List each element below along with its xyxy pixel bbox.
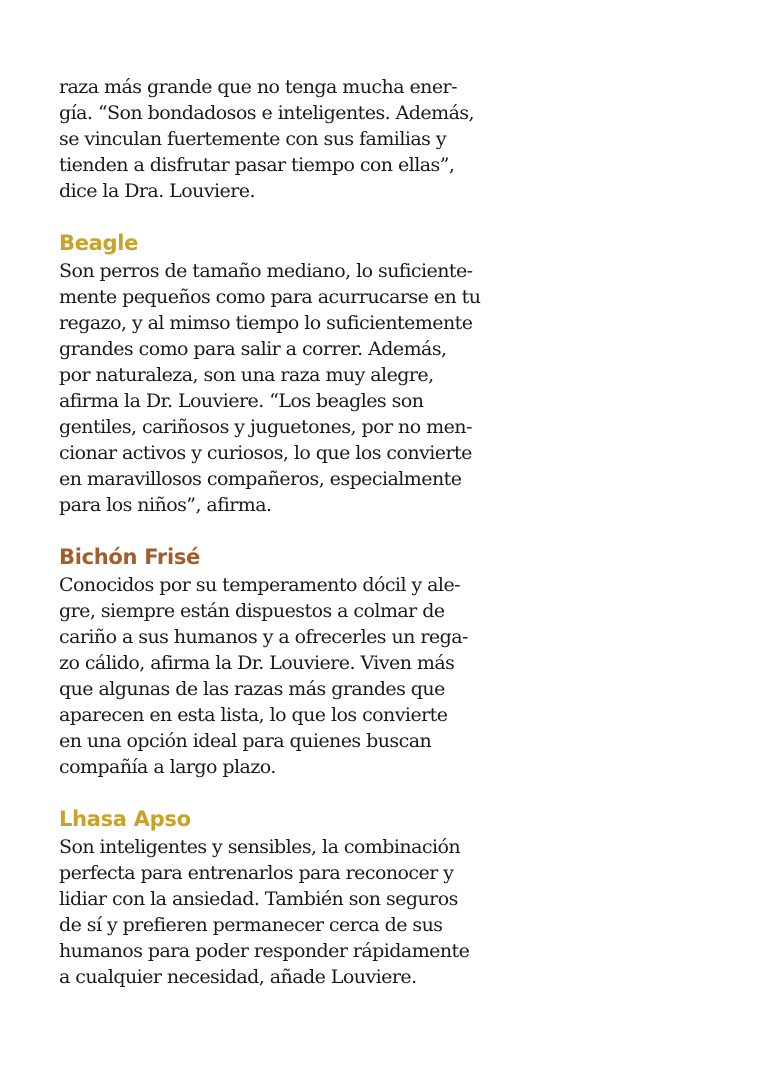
paragraph-line: lidiar con la ansiedad. También son seguros [59, 888, 458, 910]
paragraph-line: zo cálido, afirma la Dr. Louviere. Viven más [59, 652, 455, 674]
section-heading-lhasa-apso: Lhasa Apso [59, 807, 191, 831]
section-bichon-frise [59, 542, 509, 780]
paragraph-line: dice la Dra. Louviere. [59, 180, 255, 202]
paragraph-line: raza más grande que no tenga mucha ener- [59, 76, 457, 98]
paragraph-line: para los niños”, afirma. [59, 494, 272, 516]
paragraph-line: afirma la Dr. Louviere. “Los beagles son [59, 390, 424, 412]
paragraph-line: gentiles, cariñosos y juguetones, por no men- [59, 416, 472, 438]
article-page [59, 74, 509, 990]
paragraph-line: en maravillosos compañeros, especialmente [59, 468, 462, 490]
paragraph-line: Son inteligentes y sensibles, la combinación [59, 836, 461, 858]
paragraph-line: cariño a sus humanos y a ofrecerles un rega- [59, 626, 468, 648]
paragraph-line: gre, siempre están dispuestos a colmar de [59, 600, 445, 622]
paragraph-line: aparecen en esta lista, lo que los convierte [59, 704, 448, 726]
paragraph-line: regazo, y al mimso tiempo lo suficientemente [59, 312, 473, 334]
paragraph-line: en una opción ideal para quienes buscan [59, 730, 432, 752]
paragraph-line: gía. “Son bondadosos e inteligentes. Además, [59, 102, 475, 124]
paragraph-line: por naturaleza, son una raza muy alegre, [59, 364, 434, 386]
paragraph-line: que algunas de las razas más grandes que [59, 678, 445, 700]
paragraph-line: tienden a disfrutar pasar tiempo con ellas”, [59, 154, 455, 176]
paragraph-line: Conocidos por su temperamento dócil y ale- [59, 574, 461, 596]
section-heading-bichon-frise: Bichón Frisé [59, 545, 200, 569]
paragraph-line: perfecta para entrenarlos para reconocer y [59, 862, 454, 884]
paragraph-line: cionar activos y curiosos, lo que los convierte [59, 442, 472, 464]
paragraph-line: humanos para poder responder rápidamente [59, 940, 470, 962]
paragraph-line: a cualquier necesidad, añade Louviere. [59, 966, 417, 988]
paragraph-line: compañía a largo plazo. [59, 756, 276, 778]
paragraph-line: mente pequeños como para acurrucarse en tu [59, 286, 481, 308]
section-lhasa-apso [59, 804, 509, 990]
paragraph-line: se vinculan fuertemente con sus familias y [59, 128, 447, 150]
paragraph-line: grandes como para salir a correr. Además, [59, 338, 447, 360]
section-beagle [59, 228, 509, 518]
paragraph-line: Son perros de tamaño mediano, lo suficiente- [59, 260, 473, 282]
section-heading-beagle: Beagle [59, 231, 139, 255]
paragraph-line: de sí y prefieren permanecer cerca de sus [59, 914, 443, 936]
intro-paragraph [59, 74, 509, 204]
